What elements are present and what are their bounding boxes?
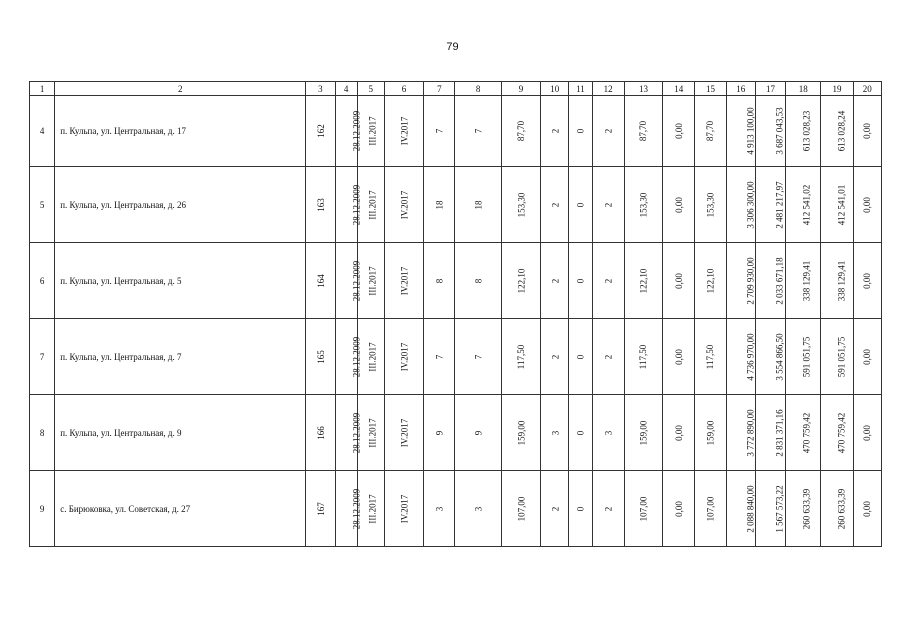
table-cell-col-15 bbox=[695, 319, 726, 395]
table-cell-col-20 bbox=[853, 96, 881, 167]
table-cell-col-20 bbox=[853, 319, 881, 395]
table-cell-col-8 bbox=[455, 167, 501, 243]
table-cell-col-20 bbox=[853, 471, 881, 547]
table-cell-col-20 bbox=[853, 395, 881, 471]
cell-value: 7 bbox=[434, 128, 445, 134]
cell-value: 2 bbox=[603, 506, 614, 511]
cell-value: 18 bbox=[473, 200, 484, 209]
table-cell-col-15 bbox=[695, 96, 726, 167]
cell-value: 159,00 bbox=[515, 420, 526, 445]
table-cell-col-2: п. Кульпа, ул. Центральная, д. 5 bbox=[55, 243, 306, 319]
cell-value: 28.12.2009 bbox=[350, 184, 361, 225]
table-cell-col-18 bbox=[786, 243, 821, 319]
cell-value: 0,00 bbox=[673, 123, 684, 139]
column-header-6: 6 bbox=[384, 82, 423, 96]
table-cell-col-5 bbox=[357, 319, 384, 395]
table-cell-col-3 bbox=[306, 395, 335, 471]
table-cell-col-13 bbox=[624, 471, 662, 547]
cell-value: III.2017 bbox=[367, 341, 378, 372]
table-row bbox=[30, 167, 882, 243]
cell-value: 0,00 bbox=[862, 348, 873, 365]
table-row bbox=[30, 243, 882, 319]
cell-value: 8 bbox=[473, 278, 484, 283]
table-cell-col-19 bbox=[821, 471, 853, 547]
cell-value: 0,00 bbox=[673, 500, 684, 517]
cell-value: 3 bbox=[549, 430, 560, 435]
table-cell-col-8 bbox=[455, 471, 501, 547]
cell-value: 153,30 bbox=[515, 192, 526, 217]
cell-value: 0,00 bbox=[862, 123, 873, 139]
cell-value: 3 bbox=[473, 506, 484, 511]
table-cell-col-19 bbox=[821, 243, 853, 319]
table-cell-col-16 bbox=[726, 319, 755, 395]
table-cell-col-9 bbox=[501, 319, 540, 395]
cell-value: 2 bbox=[603, 128, 614, 134]
column-header-13: 13 bbox=[624, 82, 662, 96]
cell-value: 107,00 bbox=[705, 496, 716, 521]
cell-value: 87,70 bbox=[705, 120, 716, 142]
column-header-17: 17 bbox=[755, 82, 785, 96]
table-cell-col-1: 9 bbox=[30, 471, 55, 547]
table-cell-col-6 bbox=[384, 395, 423, 471]
column-header-18: 18 bbox=[786, 82, 821, 96]
table-cell-col-12 bbox=[592, 395, 624, 471]
table-cell-col-3 bbox=[306, 167, 335, 243]
table-cell-col-13 bbox=[624, 96, 662, 167]
table-row bbox=[30, 96, 882, 167]
cell-value: 0,00 bbox=[673, 424, 684, 441]
column-header-8: 8 bbox=[455, 82, 501, 96]
table-cell-col-5 bbox=[357, 167, 384, 243]
cell-value: 470 759,42 bbox=[801, 412, 812, 453]
table-cell-col-13 bbox=[624, 319, 662, 395]
cell-value: 18 bbox=[434, 200, 445, 209]
cell-value: III.2017 bbox=[367, 417, 378, 448]
column-header-20: 20 bbox=[853, 82, 881, 96]
cell-value: 260 633,39 bbox=[801, 488, 812, 529]
cell-value: 3 bbox=[603, 430, 614, 435]
cell-value: 2 bbox=[549, 278, 560, 283]
table-cell-col-7 bbox=[424, 243, 455, 319]
column-header-10: 10 bbox=[541, 82, 569, 96]
table-cell-col-1: 5 bbox=[30, 167, 55, 243]
table-cell-col-14 bbox=[663, 471, 695, 547]
table-cell-col-3 bbox=[306, 471, 335, 547]
table-cell-col-10 bbox=[541, 96, 569, 167]
cell-value: 0 bbox=[575, 506, 586, 511]
table-cell-col-14 bbox=[663, 96, 695, 167]
cell-value: III.2017 bbox=[367, 493, 378, 524]
cell-value: 28.12.2009 bbox=[350, 260, 361, 301]
table-cell-col-2: п. Кульпа, ул. Центральная, д. 17 bbox=[55, 96, 306, 167]
cell-value: 2 bbox=[603, 278, 614, 283]
column-header-12: 12 bbox=[592, 82, 624, 96]
table-cell-col-5 bbox=[357, 243, 384, 319]
cell-value: 613 028,23 bbox=[801, 110, 812, 152]
column-header-7: 7 bbox=[424, 82, 455, 96]
column-header-5: 5 bbox=[357, 82, 384, 96]
cell-value: 9 bbox=[434, 430, 445, 435]
cell-value: 3 687 043,53 bbox=[774, 107, 785, 155]
table-cell-col-12 bbox=[592, 167, 624, 243]
cell-value: 412 541,01 bbox=[836, 184, 847, 225]
cell-value: 167 bbox=[315, 501, 326, 516]
table-cell-col-11 bbox=[569, 96, 592, 167]
table-cell-col-9 bbox=[501, 96, 540, 167]
cell-value: 0,00 bbox=[862, 196, 873, 213]
table-row bbox=[30, 471, 882, 547]
table-cell-col-7 bbox=[424, 96, 455, 167]
table-cell-col-19 bbox=[821, 167, 853, 243]
table-cell-col-11 bbox=[569, 167, 592, 243]
cell-value: 0,00 bbox=[673, 272, 684, 289]
table-cell-col-12 bbox=[592, 243, 624, 319]
table-cell-col-15 bbox=[695, 471, 726, 547]
table-cell-col-1: 4 bbox=[30, 96, 55, 167]
table-cell-col-3 bbox=[306, 96, 335, 167]
cell-value: 2 481 217,97 bbox=[774, 180, 785, 229]
cell-value: IV.2017 bbox=[399, 342, 410, 371]
cell-value: III.2017 bbox=[367, 189, 378, 220]
table-cell-col-18 bbox=[786, 96, 821, 167]
cell-value: 28.12.2009 bbox=[350, 488, 361, 529]
table-cell-col-10 bbox=[541, 319, 569, 395]
cell-value: 87,70 bbox=[515, 120, 526, 142]
cell-value: 117,50 bbox=[638, 344, 649, 369]
table-cell-col-16 bbox=[726, 96, 755, 167]
table-cell-col-6 bbox=[384, 319, 423, 395]
table-cell-col-20 bbox=[853, 167, 881, 243]
table-cell-col-17 bbox=[755, 395, 785, 471]
cell-value: 122,10 bbox=[515, 268, 526, 293]
table-cell-col-6 bbox=[384, 167, 423, 243]
table-cell-col-9 bbox=[501, 167, 540, 243]
cell-value: 163 bbox=[315, 197, 326, 212]
table-cell-col-11 bbox=[569, 471, 592, 547]
table-cell-col-17 bbox=[755, 96, 785, 167]
table-cell-col-16 bbox=[726, 167, 755, 243]
table-cell-col-5 bbox=[357, 471, 384, 547]
cell-value: 2 033 671,18 bbox=[774, 256, 785, 305]
cell-value: 2 bbox=[549, 202, 560, 207]
table-cell-col-2: п. Кульпа, ул. Центральная, д. 9 bbox=[55, 395, 306, 471]
cell-value: 87,70 bbox=[638, 120, 649, 142]
table-row bbox=[30, 319, 882, 395]
cell-value: 107,00 bbox=[515, 496, 526, 521]
table-cell-col-15 bbox=[695, 243, 726, 319]
cell-value: 122,10 bbox=[705, 268, 716, 293]
cell-value: 0 bbox=[575, 128, 586, 134]
cell-value: 8 bbox=[434, 278, 445, 283]
table-cell-col-6 bbox=[384, 471, 423, 547]
table-cell-col-13 bbox=[624, 395, 662, 471]
table-cell-col-1: 8 bbox=[30, 395, 55, 471]
table-row bbox=[30, 395, 882, 471]
table-cell-col-18 bbox=[786, 319, 821, 395]
table-cell-col-7 bbox=[424, 395, 455, 471]
table-cell-col-5 bbox=[357, 395, 384, 471]
cell-value: IV.2017 bbox=[399, 116, 410, 146]
column-header-9: 9 bbox=[501, 82, 540, 96]
cell-value: 3 bbox=[434, 506, 445, 511]
table-cell-col-9 bbox=[501, 471, 540, 547]
table-cell-col-1: 7 bbox=[30, 319, 55, 395]
cell-value: 0,00 bbox=[862, 272, 873, 289]
column-header-14: 14 bbox=[663, 82, 695, 96]
table-cell-col-2: п. Кульпа, ул. Центральная, д. 26 bbox=[55, 167, 306, 243]
column-header-19: 19 bbox=[821, 82, 853, 96]
table-cell-col-14 bbox=[663, 395, 695, 471]
table-cell-col-12 bbox=[592, 471, 624, 547]
table-cell-col-14 bbox=[663, 243, 695, 319]
cell-value: 28.12.2009 bbox=[350, 110, 361, 152]
cell-value: 153,30 bbox=[638, 192, 649, 217]
cell-value: 0 bbox=[575, 430, 586, 435]
table-cell-col-16 bbox=[726, 471, 755, 547]
table-cell-col-8 bbox=[455, 243, 501, 319]
table-cell-col-19 bbox=[821, 96, 853, 167]
table-cell-col-10 bbox=[541, 243, 569, 319]
table-cell-col-4 bbox=[335, 319, 361, 395]
data-table bbox=[29, 81, 882, 547]
cell-value: 117,50 bbox=[705, 344, 716, 369]
table-cell-col-17 bbox=[755, 319, 785, 395]
header-row bbox=[30, 82, 882, 96]
column-header-16: 16 bbox=[726, 82, 755, 96]
cell-value: 2 088 840,00 bbox=[745, 484, 756, 533]
cell-value: 0,00 bbox=[673, 348, 684, 365]
cell-value: 0 bbox=[575, 354, 586, 359]
cell-value: 2 bbox=[603, 354, 614, 359]
cell-value: 338 129,41 bbox=[836, 260, 847, 301]
table-cell-col-14 bbox=[663, 167, 695, 243]
table-cell-col-9 bbox=[501, 243, 540, 319]
cell-value: 0,00 bbox=[862, 424, 873, 441]
cell-value: 28.12.2009 bbox=[350, 336, 361, 377]
table-cell-col-11 bbox=[569, 243, 592, 319]
cell-value: 166 bbox=[315, 425, 326, 440]
table-cell-col-6 bbox=[384, 96, 423, 167]
column-header-15: 15 bbox=[695, 82, 726, 96]
cell-value: 591 051,75 bbox=[836, 336, 847, 377]
table-cell-col-2: с. Бирюковка, ул. Советская, д. 27 bbox=[55, 471, 306, 547]
table-cell-col-19 bbox=[821, 319, 853, 395]
cell-value: 2 709 930,00 bbox=[745, 256, 756, 305]
cell-value: 4 736 970,00 bbox=[745, 332, 756, 381]
table-cell-col-15 bbox=[695, 167, 726, 243]
column-header-1: 1 bbox=[30, 82, 55, 96]
cell-value: 591 051,75 bbox=[801, 336, 812, 377]
cell-value: 2 bbox=[549, 506, 560, 511]
table-cell-col-13 bbox=[624, 167, 662, 243]
table-cell-col-12 bbox=[592, 96, 624, 167]
table-cell-col-9 bbox=[501, 395, 540, 471]
cell-value: 28.12.2009 bbox=[350, 412, 361, 453]
table-cell-col-18 bbox=[786, 395, 821, 471]
cell-value: 0,00 bbox=[862, 500, 873, 517]
table-cell-col-7 bbox=[424, 167, 455, 243]
cell-value: 153,30 bbox=[705, 192, 716, 217]
cell-value: 3 554 866,50 bbox=[774, 332, 785, 381]
cell-value: 162 bbox=[315, 124, 326, 138]
table-cell-col-15 bbox=[695, 395, 726, 471]
table-cell-col-11 bbox=[569, 395, 592, 471]
table-cell-col-20 bbox=[853, 243, 881, 319]
table-cell-col-8 bbox=[455, 96, 501, 167]
cell-value: 7 bbox=[434, 354, 445, 359]
table-cell-col-17 bbox=[755, 167, 785, 243]
cell-value: 107,00 bbox=[638, 496, 649, 521]
table-cell-col-14 bbox=[663, 319, 695, 395]
cell-value: 0 bbox=[575, 202, 586, 207]
table-cell-col-4 bbox=[335, 243, 361, 319]
table-cell-col-3 bbox=[306, 243, 335, 319]
table-cell-col-4 bbox=[335, 167, 361, 243]
table-cell-col-10 bbox=[541, 167, 569, 243]
table-cell-col-11 bbox=[569, 319, 592, 395]
cell-value: 2 831 371,16 bbox=[774, 408, 785, 457]
cell-value: III.2017 bbox=[367, 265, 378, 296]
table-cell-col-1: 6 bbox=[30, 243, 55, 319]
cell-value: 159,00 bbox=[705, 420, 716, 445]
table-cell-col-10 bbox=[541, 471, 569, 547]
cell-value: IV.2017 bbox=[399, 266, 410, 295]
table-cell-col-16 bbox=[726, 395, 755, 471]
cell-value: 164 bbox=[315, 273, 326, 288]
cell-value: 7 bbox=[473, 128, 484, 134]
table-cell-col-17 bbox=[755, 243, 785, 319]
table-cell-col-13 bbox=[624, 243, 662, 319]
table-cell-col-18 bbox=[786, 471, 821, 547]
table-cell-col-16 bbox=[726, 243, 755, 319]
cell-value: III.2017 bbox=[367, 116, 378, 146]
table-cell-col-19 bbox=[821, 395, 853, 471]
cell-value: 412 541,02 bbox=[801, 184, 812, 225]
cell-value: 613 028,24 bbox=[836, 110, 847, 152]
cell-value: IV.2017 bbox=[399, 190, 410, 219]
cell-value: 470 759,42 bbox=[836, 412, 847, 453]
cell-value: 338 129,41 bbox=[801, 260, 812, 301]
cell-value: 7 bbox=[473, 354, 484, 359]
cell-value: 117,50 bbox=[515, 344, 526, 369]
table-cell-col-6 bbox=[384, 243, 423, 319]
cell-value: 3 772 890,00 bbox=[745, 408, 756, 457]
table-cell-col-5 bbox=[357, 96, 384, 167]
cell-value: 1 567 573,22 bbox=[774, 484, 785, 533]
table-cell-col-7 bbox=[424, 471, 455, 547]
table-cell-col-8 bbox=[455, 395, 501, 471]
table-cell-col-2: п. Кульпа, ул. Центральная, д. 7 bbox=[55, 319, 306, 395]
cell-value: 3 306 300,00 bbox=[745, 180, 756, 229]
cell-value: 4 913 100,00 bbox=[745, 107, 756, 155]
cell-value: 2 bbox=[549, 128, 560, 134]
cell-value: IV.2017 bbox=[399, 418, 410, 447]
table-cell-col-17 bbox=[755, 471, 785, 547]
cell-value: 0 bbox=[575, 278, 586, 283]
table-cell-col-4 bbox=[335, 96, 361, 167]
column-header-4: 4 bbox=[335, 82, 357, 96]
table-cell-col-4 bbox=[335, 395, 361, 471]
table-cell-col-18 bbox=[786, 167, 821, 243]
table-cell-col-10 bbox=[541, 395, 569, 471]
cell-value: 2 bbox=[549, 354, 560, 359]
table-cell-col-8 bbox=[455, 319, 501, 395]
page-number: 79 bbox=[446, 41, 459, 53]
column-header-3: 3 bbox=[306, 82, 335, 96]
column-header-11: 11 bbox=[569, 82, 592, 96]
table-cell-col-12 bbox=[592, 319, 624, 395]
table-cell-col-4 bbox=[335, 471, 361, 547]
cell-value: 260 633,39 bbox=[836, 488, 847, 529]
cell-value: 159,00 bbox=[638, 420, 649, 445]
table-cell-col-7 bbox=[424, 319, 455, 395]
cell-value: 0,00 bbox=[673, 196, 684, 213]
cell-value: 165 bbox=[315, 349, 326, 364]
cell-value: 2 bbox=[603, 202, 614, 207]
cell-value: IV.2017 bbox=[399, 494, 410, 523]
cell-value: 122,10 bbox=[638, 268, 649, 293]
column-header-2: 2 bbox=[55, 82, 306, 96]
table-cell-col-3 bbox=[306, 319, 335, 395]
cell-value: 9 bbox=[473, 430, 484, 435]
